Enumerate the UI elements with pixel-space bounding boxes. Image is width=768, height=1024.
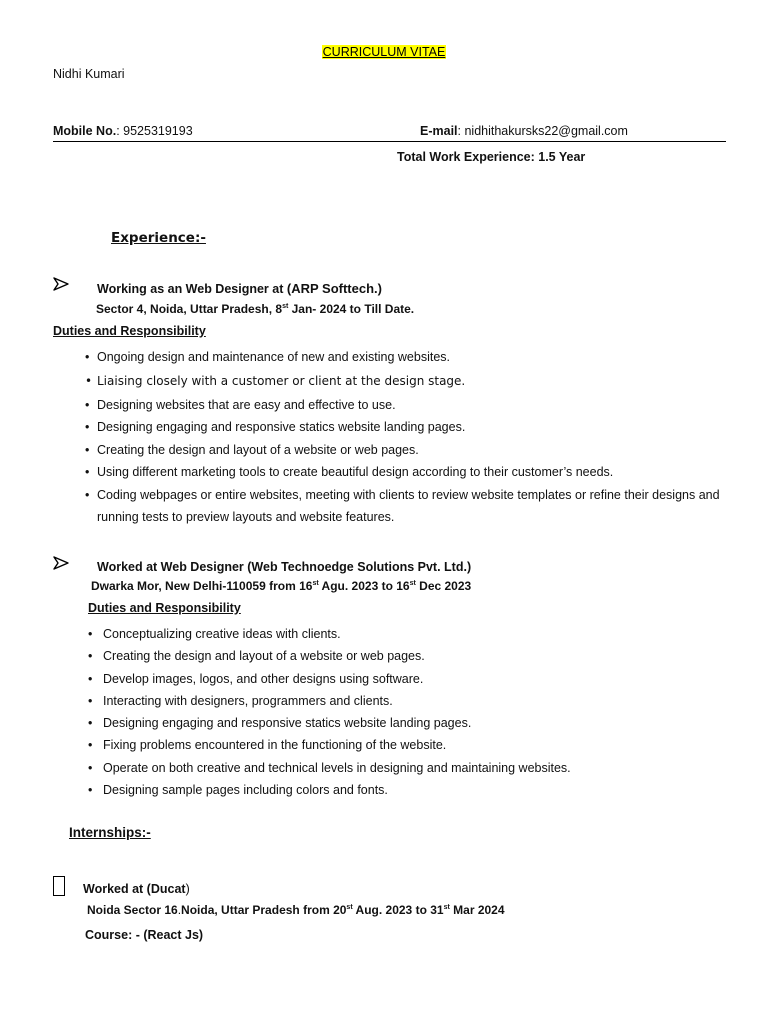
internship-location: Noida Sector 16.Noida, Uttar Pradesh from 20st Aug. 2023 to 31st Mar 2024: [87, 903, 505, 917]
list-item: • Creating the design and layout of a website or web pages.: [97, 439, 737, 462]
internship-course: Course: - (React Js): [85, 928, 204, 942]
job-2-location: Dwarka Mor, New Delhi-110059 from 16st Agu. 2023 to 16st Dec 2023: [91, 579, 472, 593]
list-item: • Using different marketing tools to create beautiful design according to their customer’s needs.: [97, 461, 737, 484]
total-experience: Total Work Experience: 1.5 Year: [397, 150, 586, 164]
list-item: • Ongoing design and maintenance of new and existing websites.: [97, 346, 737, 369]
list-item: • Interacting with designers, programmers and clients.: [103, 690, 723, 712]
list-item: • Creating the design and layout of a website or web pages.: [103, 645, 723, 667]
list-item: • Designing engaging and responsive statics website landing pages.: [97, 416, 737, 439]
list-item: • Designing websites that are easy and effective to use.: [97, 394, 737, 417]
job-2-duties-list: [103, 623, 723, 801]
email-label: E-mail: [420, 124, 458, 138]
internship-title: Worked at (Ducat): [83, 882, 190, 896]
list-item: • Fixing problems encountered in the functioning of the website.: [103, 734, 723, 756]
list-item: • Liaising closely with a customer or client at the design stage.: [97, 369, 737, 394]
document-title: CURRICULUM VITAE: [322, 45, 446, 59]
list-item: • Designing engaging and responsive statics website landing pages.: [103, 712, 723, 734]
header-divider: [53, 141, 726, 142]
list-item: • Coding webpages or entire websites, meeting with clients to review website templates or refine their designs and running tests to preview layouts and website features.: [97, 484, 737, 529]
email-row: [420, 124, 628, 138]
list-item: • Designing sample pages including colors and fonts.: [103, 779, 723, 801]
list-item: • Conceptualizing creative ideas with clients.: [103, 623, 723, 645]
mobile-value: : 9525319193: [116, 124, 193, 138]
internships-heading: Internships:-: [69, 825, 151, 840]
email-value: : nidhithakursks22@gmail.com: [457, 124, 628, 138]
job-2-title: Worked at Web Designer (Web Technoedge Solutions Pvt. Ltd.): [97, 560, 472, 574]
job-2-duties-heading: Duties and Responsibility: [88, 601, 241, 615]
list-item: • Operate on both creative and technical levels in designing and maintaining websites.: [103, 757, 723, 779]
experience-heading: Experience:-: [111, 230, 206, 246]
mobile-label: Mobile No.: [53, 124, 117, 138]
job-1-location: Sector 4, Noida, Uttar Pradesh, 8st Jan- 2024 to Till Date.: [96, 302, 415, 316]
job-1-title: Working as an Web Designer at (ARP Softtech.): [97, 281, 382, 296]
missing-glyph-box-icon: [53, 876, 65, 896]
candidate-name: Nidhi Kumari: [53, 67, 125, 81]
arrowhead-bullet-icon: [53, 276, 69, 294]
mobile-row: [53, 124, 193, 138]
arrowhead-bullet-icon: [53, 555, 69, 573]
job-1-duties-heading: Duties and Responsibility: [53, 324, 206, 338]
list-item: • Develop images, logos, and other designs using software.: [103, 668, 723, 690]
job-1-duties-list: [97, 346, 737, 529]
